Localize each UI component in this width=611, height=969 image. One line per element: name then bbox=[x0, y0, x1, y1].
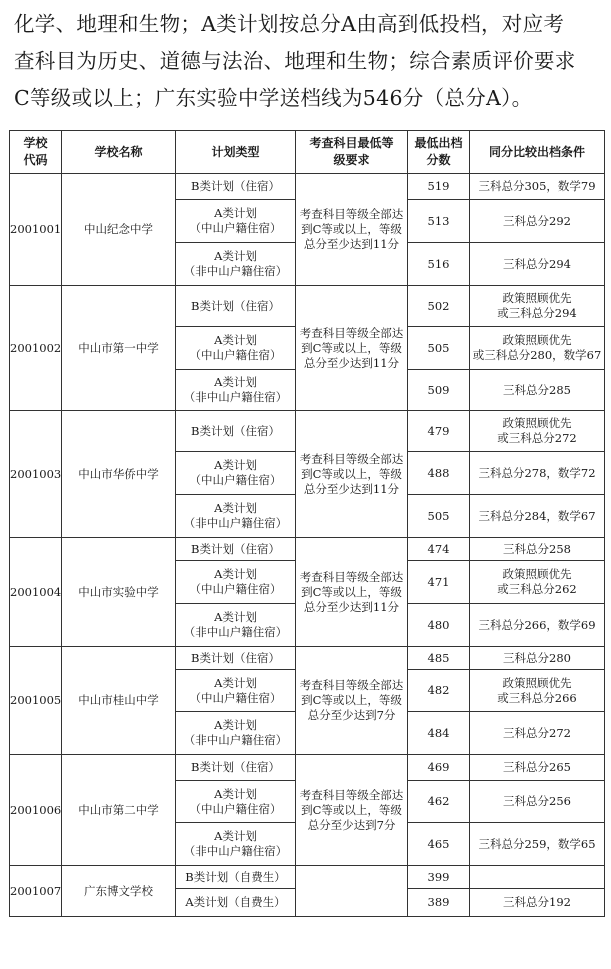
min-score-cell: 399 bbox=[408, 866, 470, 889]
intro-line: C等级或以上；广东实验中学送档线为546分（总分A）。 bbox=[14, 86, 533, 110]
plan-type-cell: A类计划（自费生） bbox=[176, 889, 296, 917]
school-code-cell: 2001006 bbox=[10, 755, 62, 866]
min-score-cell: 471 bbox=[408, 561, 470, 604]
tie-condition-cell: 三科总分292 bbox=[470, 200, 605, 243]
table-row bbox=[10, 286, 605, 327]
header-tie-condition: 同分比较出档条件 bbox=[470, 131, 605, 174]
requirement-cell: 考查科目等级全部达 到C等或以上，等级 总分至少达到11分 bbox=[296, 174, 408, 286]
plan-type-cell: B类计划（住宿） bbox=[176, 755, 296, 781]
tie-condition-cell: 三科总分272 bbox=[470, 712, 605, 755]
tie-condition-cell: 三科总分258 bbox=[470, 538, 605, 561]
requirement-cell: 考查科目等级全部达 到C等或以上，等级 总分至少达到11分 bbox=[296, 286, 408, 411]
min-score-cell: 516 bbox=[408, 243, 470, 286]
tie-condition-cell: 政策照顾优先 或三科总分266 bbox=[470, 670, 605, 712]
school-name-cell: 中山市第一中学 bbox=[62, 286, 176, 411]
requirement-cell: 考查科目等级全部达 到C等或以上，等级 总分至少达到11分 bbox=[296, 538, 408, 647]
admission-table bbox=[9, 130, 605, 917]
plan-type-cell: A类计划 （非中山户籍住宿） bbox=[176, 243, 296, 286]
min-score-cell: 462 bbox=[408, 781, 470, 823]
min-score-cell: 465 bbox=[408, 823, 470, 866]
header-plan-type: 计划类型 bbox=[176, 131, 296, 174]
plan-type-cell: A类计划 （非中山户籍住宿） bbox=[176, 495, 296, 538]
school-code-cell: 2001005 bbox=[10, 647, 62, 755]
min-score-cell: 502 bbox=[408, 286, 470, 327]
header-school-code: 学校 代码 bbox=[10, 131, 62, 174]
min-score-cell: 505 bbox=[408, 495, 470, 538]
min-score-cell: 488 bbox=[408, 452, 470, 495]
plan-type-cell: A类计划 （非中山户籍住宿） bbox=[176, 823, 296, 866]
intro-line: 化学、地理和生物；A类计划按总分A由高到低投档，对应考 bbox=[14, 12, 565, 36]
min-score-cell: 482 bbox=[408, 670, 470, 712]
plan-type-cell: A类计划 （中山户籍住宿） bbox=[176, 200, 296, 243]
plan-type-cell: A类计划 （非中山户籍住宿） bbox=[176, 712, 296, 755]
school-code-cell: 2001007 bbox=[10, 866, 62, 917]
header-school-name: 学校名称 bbox=[62, 131, 176, 174]
plan-type-cell: A类计划 （中山户籍住宿） bbox=[176, 781, 296, 823]
school-code-cell: 2001004 bbox=[10, 538, 62, 647]
tie-condition-cell: 三科总分256 bbox=[470, 781, 605, 823]
requirement-cell bbox=[296, 866, 408, 917]
plan-type-cell: A类计划 （非中山户籍住宿） bbox=[176, 370, 296, 411]
min-score-cell: 474 bbox=[408, 538, 470, 561]
header-min-score: 最低出档 分数 bbox=[408, 131, 470, 174]
table-row bbox=[10, 647, 605, 670]
min-score-cell: 505 bbox=[408, 327, 470, 370]
plan-type-cell: B类计划（自费生） bbox=[176, 866, 296, 889]
tie-condition-cell: 三科总分265 bbox=[470, 755, 605, 781]
intro-line: 查科目为历史、道德与法治、地理和生物；综合素质评价要求 bbox=[14, 49, 576, 73]
plan-type-cell: B类计划（住宿） bbox=[176, 538, 296, 561]
plan-type-cell: B类计划（住宿） bbox=[176, 174, 296, 200]
intro-paragraph bbox=[14, 6, 606, 117]
tie-condition-cell: 三科总分266，数学69 bbox=[470, 604, 605, 647]
tie-condition-cell: 三科总分285 bbox=[470, 370, 605, 411]
tie-condition-cell: 三科总分278，数学72 bbox=[470, 452, 605, 495]
plan-type-cell: A类计划 （中山户籍住宿） bbox=[176, 670, 296, 712]
school-code-cell: 2001001 bbox=[10, 174, 62, 286]
tie-condition-cell bbox=[470, 866, 605, 889]
school-name-cell: 广东博文学校 bbox=[62, 866, 176, 917]
min-score-cell: 389 bbox=[408, 889, 470, 917]
tie-condition-cell: 三科总分305，数学79 bbox=[470, 174, 605, 200]
plan-type-cell: A类计划 （中山户籍住宿） bbox=[176, 561, 296, 604]
school-name-cell: 中山市桂山中学 bbox=[62, 647, 176, 755]
table-body bbox=[10, 174, 605, 917]
school-name-cell: 中山市华侨中学 bbox=[62, 411, 176, 538]
plan-type-cell: B类计划（住宿） bbox=[176, 647, 296, 670]
tie-condition-cell: 三科总分280 bbox=[470, 647, 605, 670]
tie-condition-cell: 三科总分284，数学67 bbox=[470, 495, 605, 538]
school-name-cell: 中山市第二中学 bbox=[62, 755, 176, 866]
tie-condition-cell: 政策照顾优先 或三科总分272 bbox=[470, 411, 605, 452]
min-score-cell: 480 bbox=[408, 604, 470, 647]
plan-type-cell: B类计划（住宿） bbox=[176, 286, 296, 327]
plan-type-cell: A类计划 （中山户籍住宿） bbox=[176, 327, 296, 370]
min-score-cell: 485 bbox=[408, 647, 470, 670]
table-row bbox=[10, 174, 605, 200]
table-row bbox=[10, 538, 605, 561]
header-requirement: 考查科目最低等 级要求 bbox=[296, 131, 408, 174]
min-score-cell: 479 bbox=[408, 411, 470, 452]
header-row bbox=[10, 131, 605, 174]
tie-condition-cell: 三科总分192 bbox=[470, 889, 605, 917]
plan-type-cell: B类计划（住宿） bbox=[176, 411, 296, 452]
tie-condition-cell: 三科总分259，数学65 bbox=[470, 823, 605, 866]
tie-condition-cell: 政策照顾优先 或三科总分262 bbox=[470, 561, 605, 604]
table-row bbox=[10, 411, 605, 452]
plan-type-cell: A类计划 （非中山户籍住宿） bbox=[176, 604, 296, 647]
requirement-cell: 考查科目等级全部达 到C等或以上，等级 总分至少达到7分 bbox=[296, 755, 408, 866]
tie-condition-cell: 政策照顾优先 或三科总分294 bbox=[470, 286, 605, 327]
school-name-cell: 中山纪念中学 bbox=[62, 174, 176, 286]
requirement-cell: 考查科目等级全部达 到C等或以上，等级 总分至少达到7分 bbox=[296, 647, 408, 755]
tie-condition-cell: 三科总分294 bbox=[470, 243, 605, 286]
min-score-cell: 509 bbox=[408, 370, 470, 411]
table-row bbox=[10, 866, 605, 889]
min-score-cell: 484 bbox=[408, 712, 470, 755]
school-code-cell: 2001002 bbox=[10, 286, 62, 411]
min-score-cell: 469 bbox=[408, 755, 470, 781]
min-score-cell: 513 bbox=[408, 200, 470, 243]
requirement-cell: 考查科目等级全部达 到C等或以上，等级 总分至少达到11分 bbox=[296, 411, 408, 538]
table-row bbox=[10, 755, 605, 781]
plan-type-cell: A类计划 （中山户籍住宿） bbox=[176, 452, 296, 495]
min-score-cell: 519 bbox=[408, 174, 470, 200]
tie-condition-cell: 政策照顾优先 或三科总分280，数学67 bbox=[470, 327, 605, 370]
school-code-cell: 2001003 bbox=[10, 411, 62, 538]
school-name-cell: 中山市实验中学 bbox=[62, 538, 176, 647]
